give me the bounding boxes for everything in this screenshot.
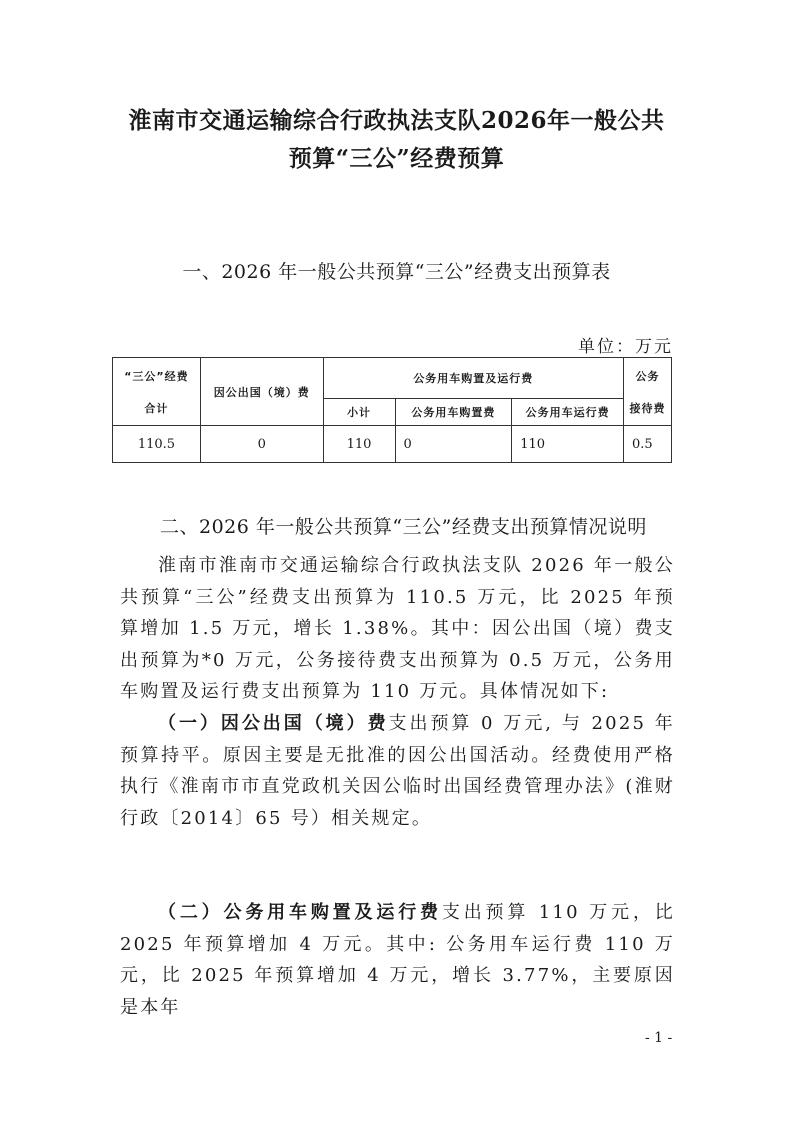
paragraph-abroad-heading: （一）因公出国（境）费 (158, 713, 389, 734)
header-reception-bottom: 接待费 (629, 401, 666, 415)
cell-abroad: 0 (200, 426, 323, 463)
header-abroad: 因公出国（境）费 (200, 358, 323, 426)
header-reception-top: 公务 (635, 369, 660, 383)
cell-vehicle-operation: 110 (512, 426, 624, 463)
table-row (113, 426, 672, 463)
document-title-line-1: 淮南市交通运输综合行政执法支队2026年一般公共 (128, 107, 665, 134)
header-subtotal: 小计 (323, 399, 395, 426)
cell-vehicle-purchase: 0 (395, 426, 512, 463)
paragraph-summary: 淮南市淮南市交通运输综合行政执法支队 2026 年一般公共预算“三公”经费支出预算为 110.5 万元，比 2025 年预算增加 1.5 万元，增长 1.38%。其中：因公出国（境）费支出预算为*0 万元，公务接待费支出预算为 0.5 万元，公务用车购置及运行费支出预算为 110 万元。具体情况如下: (120, 555, 675, 703)
header-vehicle-group: 公务用车购置及运行费 (323, 358, 623, 399)
paragraph-vehicle-heading: （二）公务用车购置及运行费 (158, 902, 442, 923)
header-reception (624, 358, 672, 426)
section-2-heading: 二、2026 年一般公共预算“三公”经费支出预算情况说明 (160, 516, 647, 538)
document-title-line-2: 预算“三公”经费预算 (288, 145, 505, 172)
cell-total: 110.5 (113, 426, 201, 463)
header-vehicle-purchase: 公务用车购置费 (395, 399, 512, 426)
cell-reception: 0.5 (624, 426, 672, 463)
header-total (113, 358, 201, 426)
cell-subtotal: 110 (323, 426, 395, 463)
paragraph-abroad-text: 支出预算 0 万元, 与 2025 年预算持平。原因主要是无批准的因公出国活动。经费使用严格执行《淮南市市直党政机关因公临时出国经费管理办法》(淮财行政〔2014〕65 号）相关规定。 (120, 713, 676, 829)
header-total-bottom: 合计 (144, 401, 169, 415)
budget-table (112, 357, 672, 463)
paragraph-vehicle-text: 支出预算 110 万元，比 2025 年预算增加 4 万元。其中: 公务用车运行费 110 万元，比 2025 年预算增加 4 万元，增长 3.77%，主要原因是本年 (120, 902, 675, 1018)
paragraph-abroad (120, 708, 675, 834)
section-1-heading: 一、2026 年一般公共预算“三公”经费支出预算表 (182, 261, 611, 283)
page-number: - 1 - (645, 1030, 673, 1046)
unit-label: 单位：万元 (578, 337, 673, 357)
header-total-top: “三公”经费 (124, 369, 189, 383)
header-vehicle-operation: 公务用车运行费 (512, 399, 624, 426)
paragraph-vehicle (120, 897, 675, 1023)
